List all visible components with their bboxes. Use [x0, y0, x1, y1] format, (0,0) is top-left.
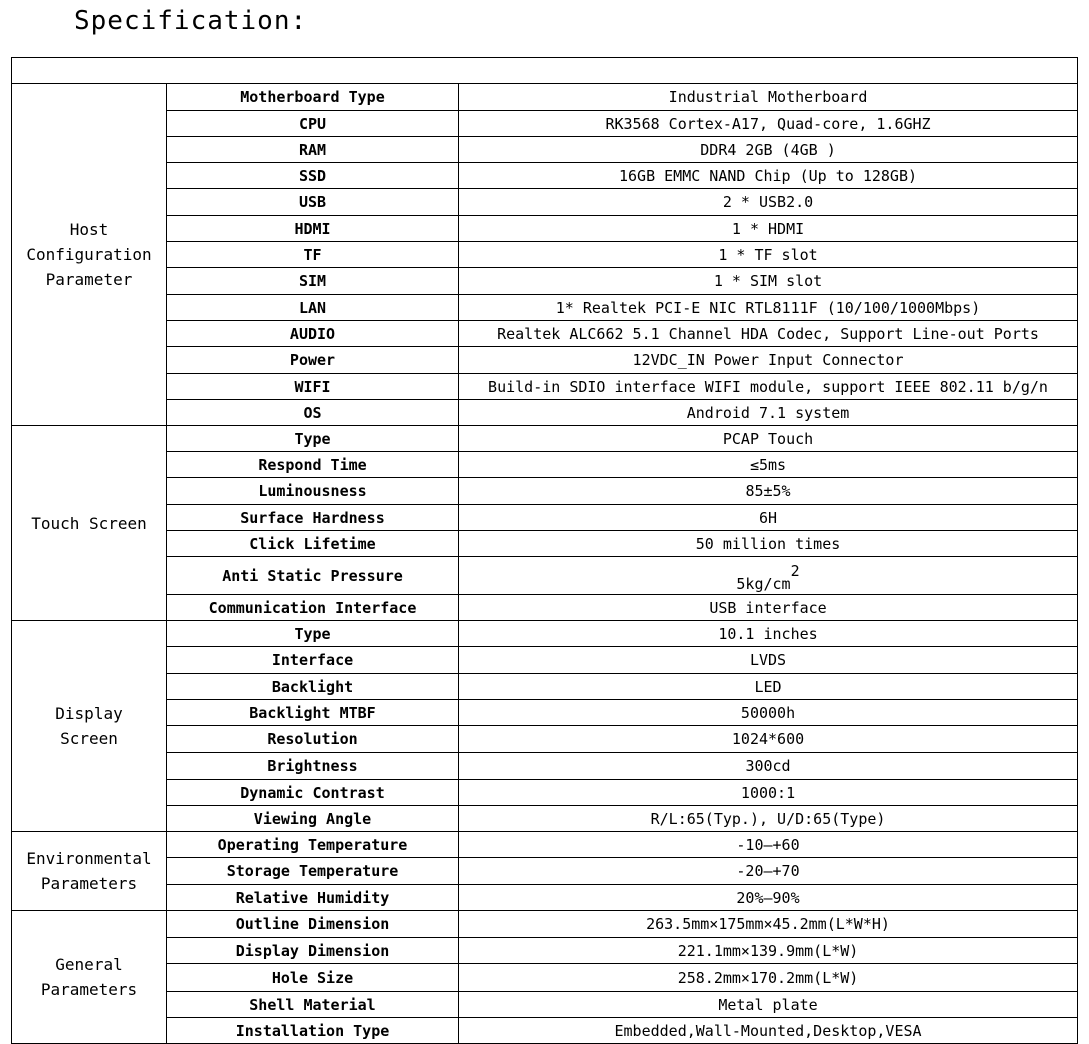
spec-name: Surface Hardness: [167, 505, 459, 531]
group-label: Touch Screen: [12, 426, 167, 621]
spec-value: 16GB EMMC NAND Chip (Up to 128GB): [459, 163, 1078, 189]
spec-value: 258.2mm×170.2mm(L*W): [459, 964, 1078, 992]
spec-value-superscript: 2: [790, 561, 800, 580]
table-row: [12, 938, 1078, 964]
table-row: [12, 832, 1078, 858]
spec-name: AUDIO: [167, 321, 459, 347]
spec-name: Relative Humidity: [167, 885, 459, 911]
spec-value: USB interface: [459, 595, 1078, 621]
spec-value: Embedded,Wall-Mounted,Desktop,VESA: [459, 1018, 1078, 1044]
spec-name: Operating Temperature: [167, 832, 459, 858]
table-row: [12, 531, 1078, 557]
spec-value: 20%—90%: [459, 885, 1078, 911]
spec-value: Android 7.1 system: [459, 400, 1078, 426]
table-row: [12, 321, 1078, 347]
spec-name: Power: [167, 347, 459, 374]
spec-value: LED: [459, 674, 1078, 700]
table-row: [12, 137, 1078, 163]
spec-value: Realtek ALC662 5.1 Channel HDA Codec, Support Line-out Ports: [459, 321, 1078, 347]
spec-name: Display Dimension: [167, 938, 459, 964]
spec-name: Communication Interface: [167, 595, 459, 621]
table-row: [12, 189, 1078, 216]
table-row: [12, 621, 1078, 647]
spec-value: 10.1 inches: [459, 621, 1078, 647]
spec-name: CPU: [167, 111, 459, 137]
spec-name: Motherboard Type: [167, 84, 459, 111]
group-label: Display Screen: [12, 621, 167, 832]
spec-value: [459, 557, 1078, 595]
specification-table: [11, 57, 1078, 1044]
spec-value: 263.5mm×175mm×45.2mm(L*W*H): [459, 911, 1078, 938]
table-row: [12, 295, 1078, 321]
table-row: [12, 885, 1078, 911]
table-row: [12, 726, 1078, 753]
spec-value: 12VDC_IN Power Input Connector: [459, 347, 1078, 374]
table-row: [12, 858, 1078, 885]
spec-value: 300cd: [459, 753, 1078, 780]
group-label: Host Configuration Parameter: [12, 84, 167, 426]
spec-value: 1000:1: [459, 780, 1078, 806]
spec-name: LAN: [167, 295, 459, 321]
table-row: [12, 478, 1078, 505]
spec-name: Type: [167, 621, 459, 647]
table-row: [12, 505, 1078, 531]
group-label: Environmental Parameters: [12, 832, 167, 911]
spec-name: Anti Static Pressure: [167, 557, 459, 595]
table-row: [12, 242, 1078, 268]
table-row: [12, 647, 1078, 674]
spec-name: HDMI: [167, 216, 459, 242]
spec-value-text: 5kg/cm: [736, 574, 791, 593]
spec-value: 1024*600: [459, 726, 1078, 753]
table-row: [12, 216, 1078, 242]
spec-value: 1* Realtek PCI-E NIC RTL8111F (10/100/1000Mbps): [459, 295, 1078, 321]
table-row: [12, 911, 1078, 938]
spec-value: DDR4 2GB (4GB ): [459, 137, 1078, 163]
spec-value: 2 * USB2.0: [459, 189, 1078, 216]
spec-name: SSD: [167, 163, 459, 189]
table-row: [12, 780, 1078, 806]
spec-name: Hole Size: [167, 964, 459, 992]
spec-name: WIFI: [167, 374, 459, 400]
spec-name: TF: [167, 242, 459, 268]
table-row: [12, 163, 1078, 189]
page-title: Specification:: [74, 6, 308, 36]
spec-value: PCAP Touch: [459, 426, 1078, 452]
table-header-row: [12, 58, 1078, 84]
spec-name: Viewing Angle: [167, 806, 459, 832]
spec-name: Outline Dimension: [167, 911, 459, 938]
spec-name: SIM: [167, 268, 459, 295]
spec-name: Storage Temperature: [167, 858, 459, 885]
spec-value: RK3568 Cortex-A17, Quad-core, 1.6GHZ: [459, 111, 1078, 137]
table-row: [12, 595, 1078, 621]
spec-name: Click Lifetime: [167, 531, 459, 557]
spec-name: Brightness: [167, 753, 459, 780]
spec-value: 50000h: [459, 700, 1078, 726]
spec-value: -20—+70: [459, 858, 1078, 885]
table-row: [12, 806, 1078, 832]
table-row: [12, 753, 1078, 780]
spec-value: 6H: [459, 505, 1078, 531]
spec-value: ≤5ms: [459, 452, 1078, 478]
spec-value: R/L:65(Typ.), U/D:65(Type): [459, 806, 1078, 832]
spec-name: RAM: [167, 137, 459, 163]
table-row: [12, 374, 1078, 400]
spec-value: 85±5%: [459, 478, 1078, 505]
spec-value: 1 * HDMI: [459, 216, 1078, 242]
spec-value: LVDS: [459, 647, 1078, 674]
spec-name: Type: [167, 426, 459, 452]
group-label: General Parameters: [12, 911, 167, 1044]
table-row: [12, 347, 1078, 374]
spec-name: Backlight: [167, 674, 459, 700]
table-row: [12, 400, 1078, 426]
table-row: [12, 557, 1078, 595]
spec-value: Metal plate: [459, 992, 1078, 1018]
table-row: [12, 452, 1078, 478]
spec-value: 221.1mm×139.9mm(L*W): [459, 938, 1078, 964]
table-row: [12, 1018, 1078, 1044]
spec-name: Interface: [167, 647, 459, 674]
table-row: [12, 992, 1078, 1018]
table-row: [12, 426, 1078, 452]
spec-value: 1 * SIM slot: [459, 268, 1078, 295]
spec-name: Respond Time: [167, 452, 459, 478]
table-row: [12, 700, 1078, 726]
spec-value: Industrial Motherboard: [459, 84, 1078, 111]
table-row: [12, 111, 1078, 137]
spec-name: Luminousness: [167, 478, 459, 505]
spec-value: -10—+60: [459, 832, 1078, 858]
spec-name: Installation Type: [167, 1018, 459, 1044]
table-row: [12, 268, 1078, 295]
table-row: [12, 84, 1078, 111]
spec-name: Backlight MTBF: [167, 700, 459, 726]
spec-name: USB: [167, 189, 459, 216]
table-row: [12, 964, 1078, 992]
table-header-cell: [12, 58, 1078, 84]
spec-name: Dynamic Contrast: [167, 780, 459, 806]
spec-name: OS: [167, 400, 459, 426]
spec-name: Resolution: [167, 726, 459, 753]
spec-name: Shell Material: [167, 992, 459, 1018]
spec-value: Build-in SDIO interface WIFI module, support IEEE 802.11 b/g/n: [459, 374, 1078, 400]
table-row: [12, 674, 1078, 700]
spec-value: 1 * TF slot: [459, 242, 1078, 268]
spec-value: 50 million times: [459, 531, 1078, 557]
